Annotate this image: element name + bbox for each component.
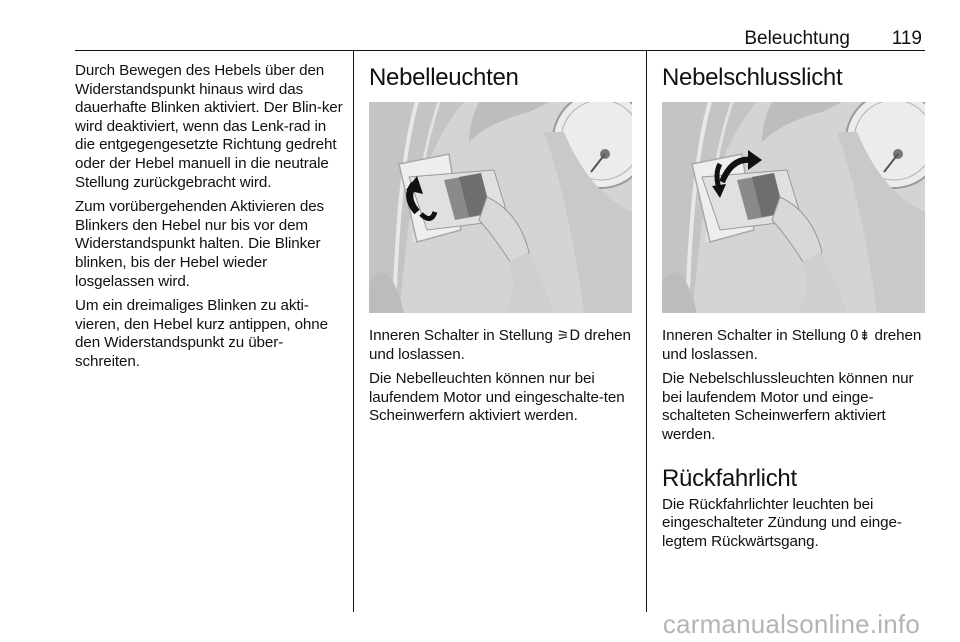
column-3 xyxy=(662,62,928,557)
section-title-rear-fog-light: Nebelschlusslicht xyxy=(662,64,843,91)
column-divider-1 xyxy=(353,50,354,612)
fog-lights-instruction: Inneren Schalter in Stellung ⚞D drehen und loslassen. xyxy=(369,327,631,363)
paragraph-temporary-blinking: Zum vorübergehenden Aktivieren des Blinkers den Hebel nur bis vor dem Widerstandspunkt halten. Die Blinker blinken, bis der Hebel wieder losgelassen wird. xyxy=(75,198,325,290)
watermark: carmanualsonline.info xyxy=(662,609,920,639)
fog-lights-condition: Die Nebelleuchten können nur bei laufendem Motor und eingeschalte-ten Scheinwerfern aktiviert werden. xyxy=(369,370,625,425)
rear-fog-light-condition: Die Nebelschlussleuchten können nur bei laufendem Motor und einge-schalteten Scheinwerfern aktiviert werden. xyxy=(662,370,914,443)
fog-light-switch-illustration xyxy=(369,102,632,313)
chapter-title: Beleuchtung xyxy=(744,28,850,49)
column-divider-2 xyxy=(646,50,647,612)
column-2 xyxy=(369,62,635,432)
paragraph-permanent-blinking: Durch Bewegen des Hebels über den Widerstandspunkt hinaus wird das dauerhafte Blinken aktiviert. Der Blin-ker wird deaktiviert, wenn das Lenk-rad in die entgegengesetzte Richtung gedreht oder der Hebel manuell in die neutrale Stellung zurückgebracht wird. xyxy=(75,62,343,191)
rear-fog-light-instruction: Inneren Schalter in Stellung 0⇟ drehen und loslassen. xyxy=(662,327,922,363)
fog-light-symbol: ⚞D xyxy=(556,328,581,344)
reversing-light-description: Die Rückfahrlichter leuchten bei eingeschalteter Zündung und einge-legtem Rückwärtsgang. xyxy=(662,495,902,550)
section-title-fog-lights: Nebelleuchten xyxy=(369,64,519,91)
section-title-reversing-light: Rückfahrlicht xyxy=(662,464,797,492)
page-number: 119 xyxy=(891,28,922,49)
rear-fog-light-symbol: 0⇟ xyxy=(849,328,871,344)
header-rule xyxy=(75,50,925,51)
page-header xyxy=(0,0,960,54)
column-1 xyxy=(75,62,345,378)
paragraph-triple-blinking: Um ein dreimaliges Blinken zu akti-vieren, den Hebel kurz antippen, ohne den Widerstandspunkt zu über-schreiten. xyxy=(75,297,328,370)
rear-fog-light-switch-illustration xyxy=(662,102,925,313)
